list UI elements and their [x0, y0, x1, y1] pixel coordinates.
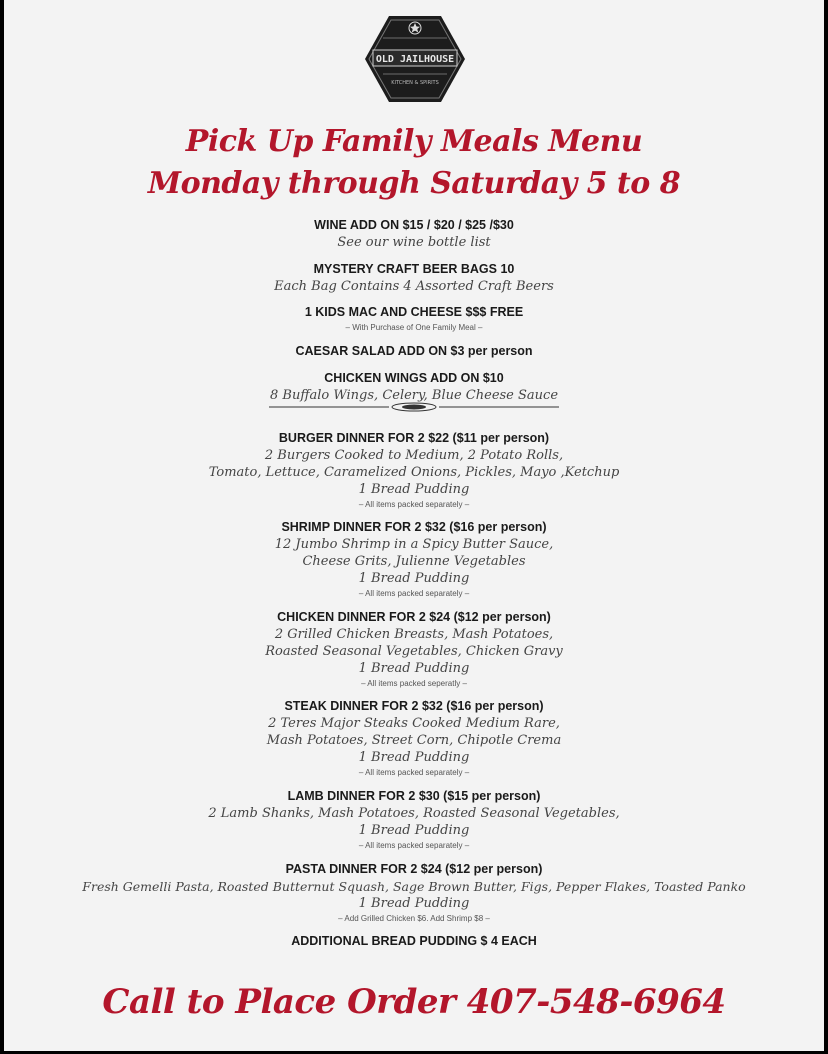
dinner-note: – All items packed separately – [358, 841, 470, 850]
dinner-line: 2 Grilled Chicken Breasts, Mash Potatoes, [274, 627, 554, 642]
addon-desc: Each Bag Contains 4 Assorted Craft Beers [274, 279, 554, 294]
dinner-lamb [4, 788, 824, 852]
call-to-order: Call to Place Order 407-548-6964 [102, 982, 726, 1022]
additional-bread-pudding [4, 933, 824, 950]
dinner-steak [4, 698, 824, 779]
dinner-line: Fresh Gemelli Pasta, Roasted Butternut Squash, Sage Brown Butter, Figs, Pepper Flakes, Toasted Panko [82, 879, 746, 894]
dinner-line: 1 Bread Pudding [358, 823, 470, 838]
addon-beer [4, 261, 824, 295]
dinner-heading: LAMB DINNER FOR 2 $30 ($15 per person) [287, 789, 541, 803]
dinner-line: 1 Bread Pudding [358, 896, 470, 911]
dinner-burger [4, 430, 824, 511]
dinner-line: 2 Burgers Cooked to Medium, 2 Potato Rolls, [264, 448, 564, 463]
menu-title: Pick Up Family Meals Menu [185, 124, 643, 159]
dinner-line: Roasted Seasonal Vegetables, Chicken Gravy [265, 644, 563, 659]
dinner-line: Mash Potatoes, Street Corn, Chipotle Crema [266, 733, 562, 748]
dinner-heading: BURGER DINNER FOR 2 $22 ($11 per person) [278, 431, 550, 445]
addon-heading: CAESAR SALAD ADD ON $3 per person [295, 344, 533, 358]
dinner-line: 1 Bread Pudding [358, 571, 470, 586]
dinner-line: Tomato, Lettuce, Caramelized Onions, Pickles, Mayo ,Ketchup [208, 465, 620, 480]
dinner-line: 1 Bread Pudding [358, 661, 470, 676]
addon-heading: CHICKEN WINGS ADD ON $10 [324, 371, 504, 385]
addon-caesar [4, 343, 824, 360]
dinner-line: 1 Bread Pudding [358, 482, 470, 497]
dinner-note: – All items packed separately – [358, 768, 470, 777]
addon-kids-mac [4, 304, 824, 334]
dinner-chicken [4, 609, 824, 690]
dinner-heading: PASTA DINNER FOR 2 $24 ($12 per person) [285, 862, 543, 876]
dinner-line: 1 Bread Pudding [358, 750, 470, 765]
addon-heading: WINE ADD ON $15 / $20 / $25 /$30 [314, 218, 514, 232]
dinner-line: 2 Lamb Shanks, Mash Potatoes, Roasted Seasonal Vegetables, [208, 806, 620, 821]
addon-wine [4, 217, 824, 251]
addon-desc: See our wine bottle list [337, 235, 491, 250]
addon-heading: 1 KIDS MAC AND CHEESE $$$ FREE [304, 305, 524, 319]
addon-note: – With Purchase of One Family Meal – [345, 323, 483, 332]
dinner-note: – All items packed separately – [358, 589, 470, 598]
dinner-line: 12 Jumbo Shrimp in a Spicy Butter Sauce, [274, 537, 554, 552]
dinner-heading: SHRIMP DINNER FOR 2 $32 ($16 per person) [281, 520, 547, 534]
dinner-note: – All items packed seperatly – [361, 679, 467, 688]
ornament-divider [269, 402, 559, 412]
addon-heading: MYSTERY CRAFT BEER BAGS 10 [313, 262, 515, 276]
menu-page [4, 0, 824, 1051]
logo-tagline: KITCHEN & SPIRITS [391, 80, 439, 86]
logo-name: OLD JAILHOUSE [375, 54, 455, 65]
extra-heading: ADDITIONAL BREAD PUDDING $ 4 EACH [291, 934, 537, 948]
dinner-heading: CHICKEN DINNER FOR 2 $24 ($12 per person) [277, 610, 551, 624]
dinner-note: – All items packed separately – [358, 500, 470, 509]
dinner-heading: STEAK DINNER FOR 2 $32 ($16 per person) [284, 699, 544, 713]
dinner-line: 2 Teres Major Steaks Cooked Medium Rare, [268, 716, 560, 731]
dinner-note: – Add Grilled Chicken $6. Add Shrimp $8 – [338, 914, 490, 923]
menu-subtitle: Monday through Saturday 5 to 8 [147, 166, 681, 201]
star-badge-icon [363, 14, 467, 104]
restaurant-logo [363, 14, 467, 104]
dinner-line: Cheese Grits, Julienne Vegetables [302, 554, 526, 569]
dinner-pasta [4, 861, 824, 925]
addon-wings [4, 370, 824, 404]
dinner-shrimp [4, 519, 824, 600]
addon-desc: 8 Buffalo Wings, Celery, Blue Cheese Sauce [269, 388, 559, 403]
